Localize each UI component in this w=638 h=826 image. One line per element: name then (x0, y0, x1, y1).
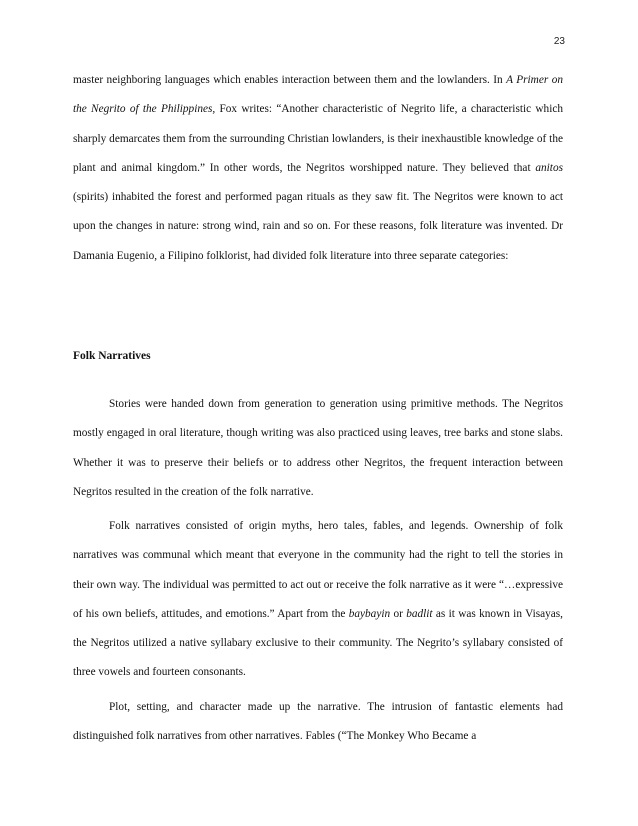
term-baybayin: baybayin (348, 607, 391, 620)
paragraph-intro-text-3: (spirits) inhabited the forest and performed pagan rituals as they saw fit. The Negritos were known to act upon the changes in nature: strong wind, rain and so on. For these reasons, folk literature was invented. Dr Damania Eugenio, a Filipino folklorist, had divided folk literature into three separate categories: (73, 191, 563, 262)
paragraph-folk-narratives-text-1: Folk narratives consisted of origin myths, hero tales, fables, and legends. Ownership of folk narratives was communal which meant that everyone in the community had the right to tell the stories in their own way. The individual was permitted to act out or receive the folk narrative as it were “…expressive of his own beliefs, attitudes, and emotions.” Apart from the (73, 520, 563, 620)
paragraph-folk-narratives-text-2: or (390, 607, 407, 620)
term-badlit: badlit (406, 607, 433, 620)
term-anitos: anitos (535, 161, 563, 174)
paragraph-intro-text-2: Fox writes: “Another characteristic of Negrito life, a characteristic which sharply demarcates them from the surrounding Christian lowlanders, is their inexhaustible knowledge of the plant and animal kingdom.” In other words, the Negritos worshipped nature. They believed that (73, 103, 563, 174)
page-number: 23 (553, 36, 565, 47)
paragraph-folk-narratives-text-3: as it was known in Visayas, the Negritos utilized a native syllabary exclusive to their community. The Negrito’s syllabary consisted of three vowels and fourteen consonants. (73, 607, 564, 679)
paragraph-stories: Stories were handed down from generation to generation using primitive methods. The Negritos mostly engaged in oral literature, though writing was also practiced using leaves, tree barks and stone slabs. Whether it was to preserve their beliefs or to address other Negritos, the frequent interaction between Negritos resulted in the creation of the folk narrative. (73, 398, 563, 498)
paragraph-intro (73, 66, 563, 271)
paragraph-folk-narratives (73, 512, 563, 688)
section-heading: Folk Narratives (73, 350, 151, 362)
book-title: A Primer on the Negrito of the Philippines, (73, 74, 563, 116)
paragraph-intro-text-1: master neighboring languages which enables interaction between them and the lowlanders. In (73, 74, 507, 86)
paragraph-plot: Plot, setting, and character made up the narrative. The intrusion of fantastic elements had distinguished folk narratives from other narratives. Fables (“The Monkey Who Became a (73, 701, 563, 743)
